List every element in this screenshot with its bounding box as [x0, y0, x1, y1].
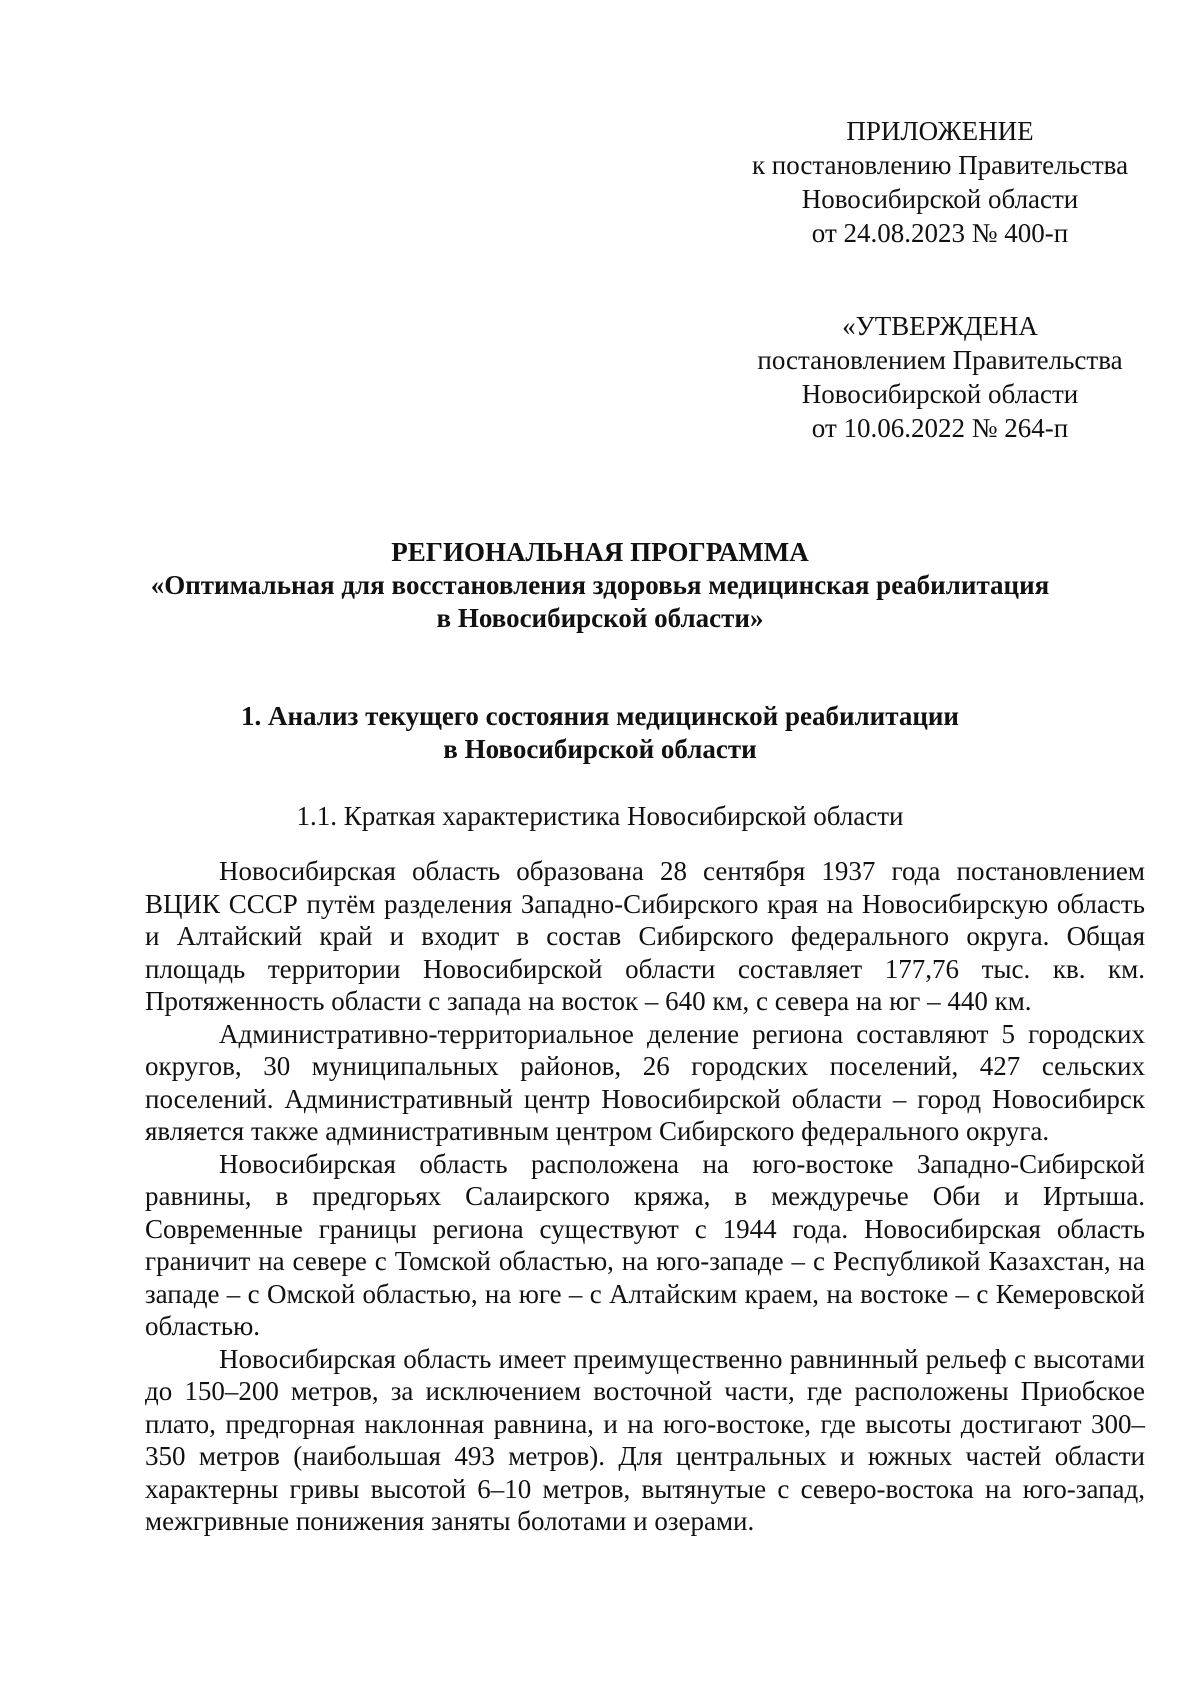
appendix-region: Новосибирской области [801, 184, 1079, 214]
appendix-stamp [720, 114, 1160, 250]
program-title-line: РЕГИОНАЛЬНАЯ ПРОГРАММА [391, 537, 809, 567]
paragraph: Новосибирская область образована 28 сентября 1937 года постановлением ВЦИК СССР путём разделения Западно-Сибирского края на Новосибирскую область и Алтайский край и входит в состав Сибирского федерального округа. Общая площадь территории Новосибирской области составляет 177,76 тыс. кв. км. Протяженность области с запада на восток – 640 км, с севера на юг – 440 км. [145, 856, 1145, 1016]
section-heading-line: 1. Анализ текущего состояния медицинской реабилитации [241, 701, 959, 731]
subsection-heading: 1.1. Краткая характеристика Новосибирской области [296, 801, 904, 831]
paragraph: Новосибирская область расположена на юго-востоке Западно-Сибирской равнины, в предгорьях Салаирского кряжа, в междуречье Оби и Иртыша. Современные границы региона существуют с 1944 года. Новосибирская область граничит на севере с Томской областью, на юго-западе – с Республикой Казахстан, на западе – с Омской областью, на юге – с Алтайским краем, на востоке – с Кемеровской областью. [145, 1148, 1145, 1341]
section-heading-line: в Новосибирской области [443, 734, 757, 764]
approved-stamp [720, 309, 1160, 445]
program-name-line: «Оптимальная для восстановления здоровья медицинская реабилитация [150, 570, 1050, 600]
paragraph: Административно-территориальное деление региона составляют 5 городских округов, 30 муниципальных районов, 26 городских поселений, 427 сельских поселений. Административный центр Новосибирской области – город Новосибирск является также административным центром Сибирского федерального округа. [145, 1018, 1145, 1146]
approved-resolution-ref: постановлением Правительства [757, 345, 1123, 375]
section-heading [100, 700, 1100, 766]
approved-title: «УТВЕРЖДЕНА [842, 311, 1038, 341]
program-title [100, 536, 1100, 635]
paragraph: Новосибирская область имеет преимущественно равнинный рельеф с высотами до 150–200 метров, за исключением восточной части, где расположены Приобское плато, предгорная наклонная равнина, и на юго-востоке, где высоты достигают 300–350 метров (наибольшая 493 метров). Для центральных и южных частей области характерны гривы высотой 6–10 метров, вытянутые с северо-востока на юго-запад, межгривные понижения заняты болотами и озерами. [145, 1343, 1145, 1536]
approved-region: Новосибирской области [801, 379, 1079, 409]
body-text [145, 855, 1145, 1538]
appendix-title: ПРИЛОЖЕНИЕ [846, 116, 1034, 146]
appendix-resolution-ref: к постановлению Правительства [751, 150, 1129, 180]
appendix-date-number: от 24.08.2023 № 400-п [811, 218, 1069, 248]
program-name-line: в Новосибирской области» [436, 603, 764, 633]
approved-date-number: от 10.06.2022 № 264-п [811, 413, 1069, 443]
